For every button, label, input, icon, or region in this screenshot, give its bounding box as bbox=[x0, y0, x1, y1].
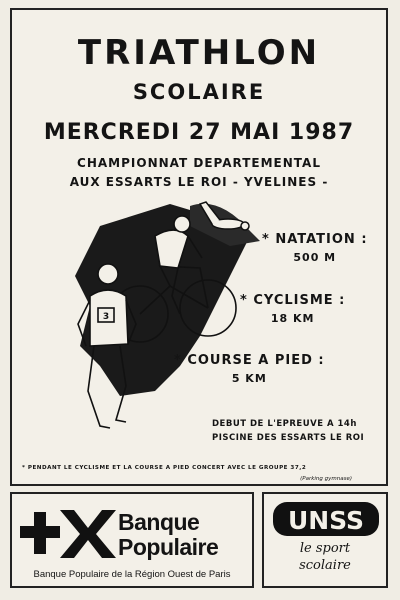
start-location: PISCINE DES ESSARTS LE ROI bbox=[212, 433, 365, 443]
event-distance: 18 KM bbox=[270, 312, 315, 325]
championship-line-1: CHAMPIONNAT DEPARTEMENTAL bbox=[77, 156, 321, 170]
banque-populaire-logo-icon bbox=[18, 504, 118, 564]
event-distance: 5 KM bbox=[231, 372, 267, 385]
event-label: * NATATION : bbox=[262, 232, 368, 247]
event-date: MERCREDI 27 MAI 1987 bbox=[43, 120, 355, 145]
event-cycling bbox=[240, 293, 345, 325]
unss-slogan-line-2: scolaire bbox=[299, 558, 351, 573]
championship-line-2: AUX ESSARTS LE ROI - YVELINES - bbox=[69, 175, 329, 189]
poster-title: TRIATHLON bbox=[77, 33, 321, 73]
banque-populaire-ad bbox=[10, 492, 254, 588]
banque-populaire-name bbox=[118, 510, 218, 560]
unss-logo-text: UNSS bbox=[287, 506, 365, 535]
event-swimming bbox=[262, 232, 368, 264]
start-info bbox=[212, 417, 364, 445]
unss-slogan bbox=[264, 540, 386, 574]
start-time: DEBUT DE L'EPREUVE A 14h bbox=[212, 419, 357, 429]
bp-name-line-1: Banque bbox=[118, 509, 200, 535]
event-label: * CYCLISME : bbox=[240, 293, 346, 308]
banque-populaire-caption: Banque Populaire de la Région Ouest de Paris bbox=[33, 569, 231, 580]
unss-logo bbox=[271, 500, 381, 538]
poster-subtitle: SCOLAIRE bbox=[132, 80, 266, 104]
runner-bib-number: 3 bbox=[102, 312, 110, 322]
bp-name-line-2: Populaire bbox=[118, 534, 219, 560]
championship-info bbox=[12, 154, 386, 192]
concert-footnote: * PENDANT LE CYCLISME ET LA COURSE A PIED CONCERT AVEC LE GROUPE 37,2 bbox=[22, 465, 307, 471]
triathlon-poster bbox=[10, 8, 388, 486]
event-running bbox=[174, 353, 325, 385]
unss-ad bbox=[262, 492, 388, 588]
event-label: * COURSE A PIED : bbox=[174, 353, 325, 368]
event-distance: 500 M bbox=[293, 251, 337, 264]
parking-note: (Parking gymnase) bbox=[300, 476, 352, 482]
athletes-illustration bbox=[60, 196, 260, 446]
unss-slogan-line-1: le sport bbox=[299, 541, 351, 556]
